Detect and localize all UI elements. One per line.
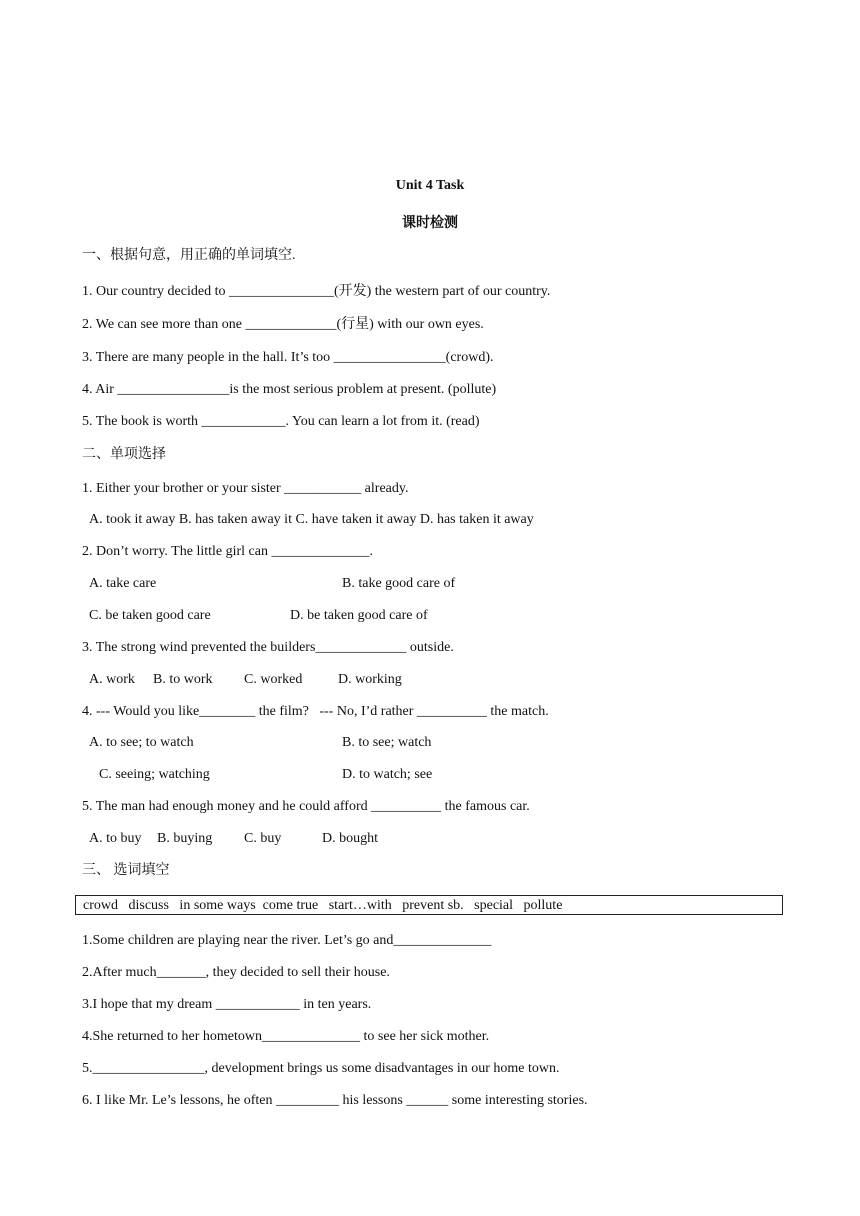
- section1-heading: 一、根据句意，用正确的单词填空.: [82, 248, 296, 263]
- section2-q1-options: A. took it away B. has taken away it C. have taken it away D. has taken it away: [89, 512, 534, 527]
- section2-q5-option-c: C. buy: [244, 831, 282, 846]
- section2-q2-option-b: B. take good care of: [342, 576, 456, 591]
- section2-q5-stem: 5. The man had enough money and he could afford __________ the famous car.: [82, 799, 530, 814]
- section3-item-3: 3.I hope that my dream ____________ in ten years.: [82, 997, 372, 1012]
- section2-q2-option-a: A. take care: [89, 576, 157, 591]
- section2-q3-stem: 3. The strong wind prevented the builders_____________ outside.: [82, 640, 454, 655]
- section3-item-6: 6. I like Mr. Le’s lessons, he often _________ his lessons ______ some interesting stories.: [82, 1093, 588, 1108]
- section2-q3-option-d: D. working: [338, 672, 402, 687]
- section2-q2-option-c: C. be taken good care: [89, 608, 211, 623]
- section1-item-1: 1. Our country decided to _______________(开发) the western part of our country.: [82, 284, 551, 299]
- page-subtitle: 课时检测: [402, 216, 458, 231]
- section1-item-3: 3. There are many people in the hall. It’s too ________________(crowd).: [82, 350, 494, 365]
- section3-item-4: 4.She returned to her hometown______________ to see her sick mother.: [82, 1029, 490, 1044]
- section2-heading: 二、单项选择: [82, 447, 166, 462]
- section2-q3-option-b: B. to work: [153, 672, 213, 687]
- section2-q4-option-d: D. to watch; see: [342, 767, 433, 782]
- section3-item-2: 2.After much_______, they decided to sell their house.: [82, 965, 390, 980]
- section2-q4-stem: 4. --- Would you like________ the film? --- No, I’d rather __________ the match.: [82, 704, 549, 719]
- section2-q3-option-a: A. work: [89, 672, 135, 687]
- section1-item-5: 5. The book is worth ____________. You can learn a lot from it. (read): [82, 414, 480, 429]
- section1-item-4: 4. Air ________________is the most serious problem at present. (pollute): [82, 382, 497, 397]
- section2-q5-option-b: B. buying: [157, 831, 213, 846]
- section2-q2-option-d: D. be taken good care of: [290, 608, 428, 623]
- page-title: Unit 4 Task: [395, 178, 465, 193]
- section2-q4-option-c: C. seeing; watching: [99, 767, 210, 782]
- section3-heading: 三、 选词填空: [82, 863, 170, 878]
- section2-q1-stem: 1. Either your brother or your sister ___________ already.: [82, 481, 409, 496]
- section2-q2-stem: 2. Don’t worry. The little girl can ______________.: [82, 544, 373, 559]
- section2-q3-option-c: C. worked: [244, 672, 303, 687]
- section2-q4-option-b: B. to see; watch: [342, 735, 432, 750]
- word-bank-text: crowd discuss in some ways come true start…with prevent sb. special pollute: [83, 898, 563, 913]
- section3-item-5: 5.________________, development brings us some disadvantages in our home town.: [82, 1061, 560, 1076]
- word-bank-box: [75, 895, 783, 915]
- section2-q4-option-a: A. to see; to watch: [89, 735, 194, 750]
- section3-item-1: 1.Some children are playing near the river. Let’s go and______________: [82, 933, 492, 948]
- section2-q5-option-d: D. bought: [322, 831, 378, 846]
- section1-item-2: 2. We can see more than one _____________(行星) with our own eyes.: [82, 317, 484, 332]
- section2-q5-option-a: A. to buy: [89, 831, 142, 846]
